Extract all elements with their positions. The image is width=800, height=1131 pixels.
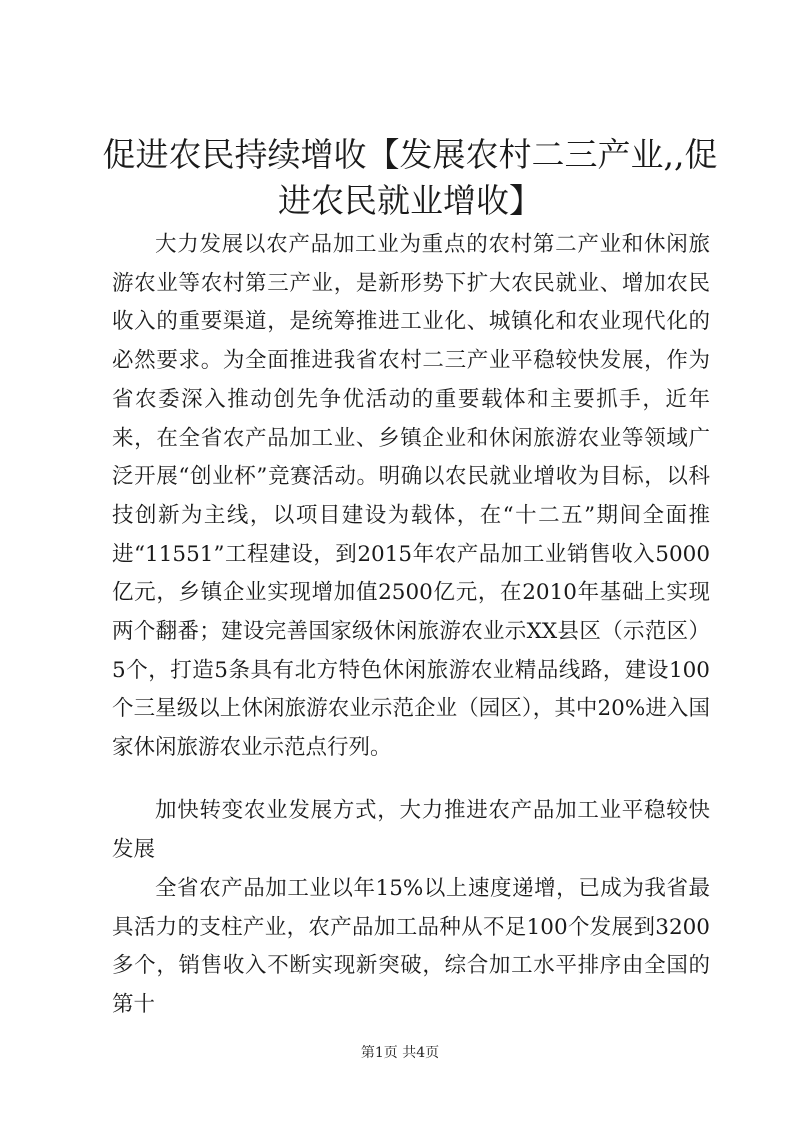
document-title: 促进农民持续增收【发展农村二三产业,,促进农民就业增收】 [102, 135, 718, 220]
body-paragraph: 大力发展以农产品加工业为重点的农村第二产业和休闲旅游农业等农村第三产业，是新形势下扩大农民就业、增加农民收入的重要渠道，是统筹推进工业化、城镇化和农业现代化的必然要求。为全面推进我省农村二三产业平稳较快发展，作为省农委深入推动创先争优活动的重要载体和主要抓手，近年来，在全省农产品加工业、乡镇企业和休闲旅游农业等领域广泛开展“创业杯”竞赛活动。明确以农民就业增收为目标，以科技创新为主线，以项目建设为载体，在“十二五”期间全面推进“11551”工程建设，到2015年农产品加工业销售收入5000亿元，乡镇企业实现增加值2500亿元，在2010年基础上实现两个翻番；建设完善国家级休闲旅游农业示XX县区（示范区）5个，打造5条具有北方特色休闲旅游农业精品线路，建设100个三星级以上休闲旅游农业示范企业（园区），其中20%进入国家休闲旅游农业示范点行列。 [112, 232, 710, 761]
page-footer [0, 1043, 800, 1063]
body-paragraph: 全省农产品加工业以年15%以上速度递增，已成为我省最具活力的支柱产业，农产品加工品种从不足100个发展到3200多个，销售收入不断实现新突破，综合加工水平排序由全国的第十 [112, 876, 710, 1018]
section-heading-paragraph: 加快转变农业发展方式，大力推进农产品加工业平稳较快发展 [112, 798, 710, 862]
page-number: 第1页 共4页 [360, 1045, 440, 1061]
